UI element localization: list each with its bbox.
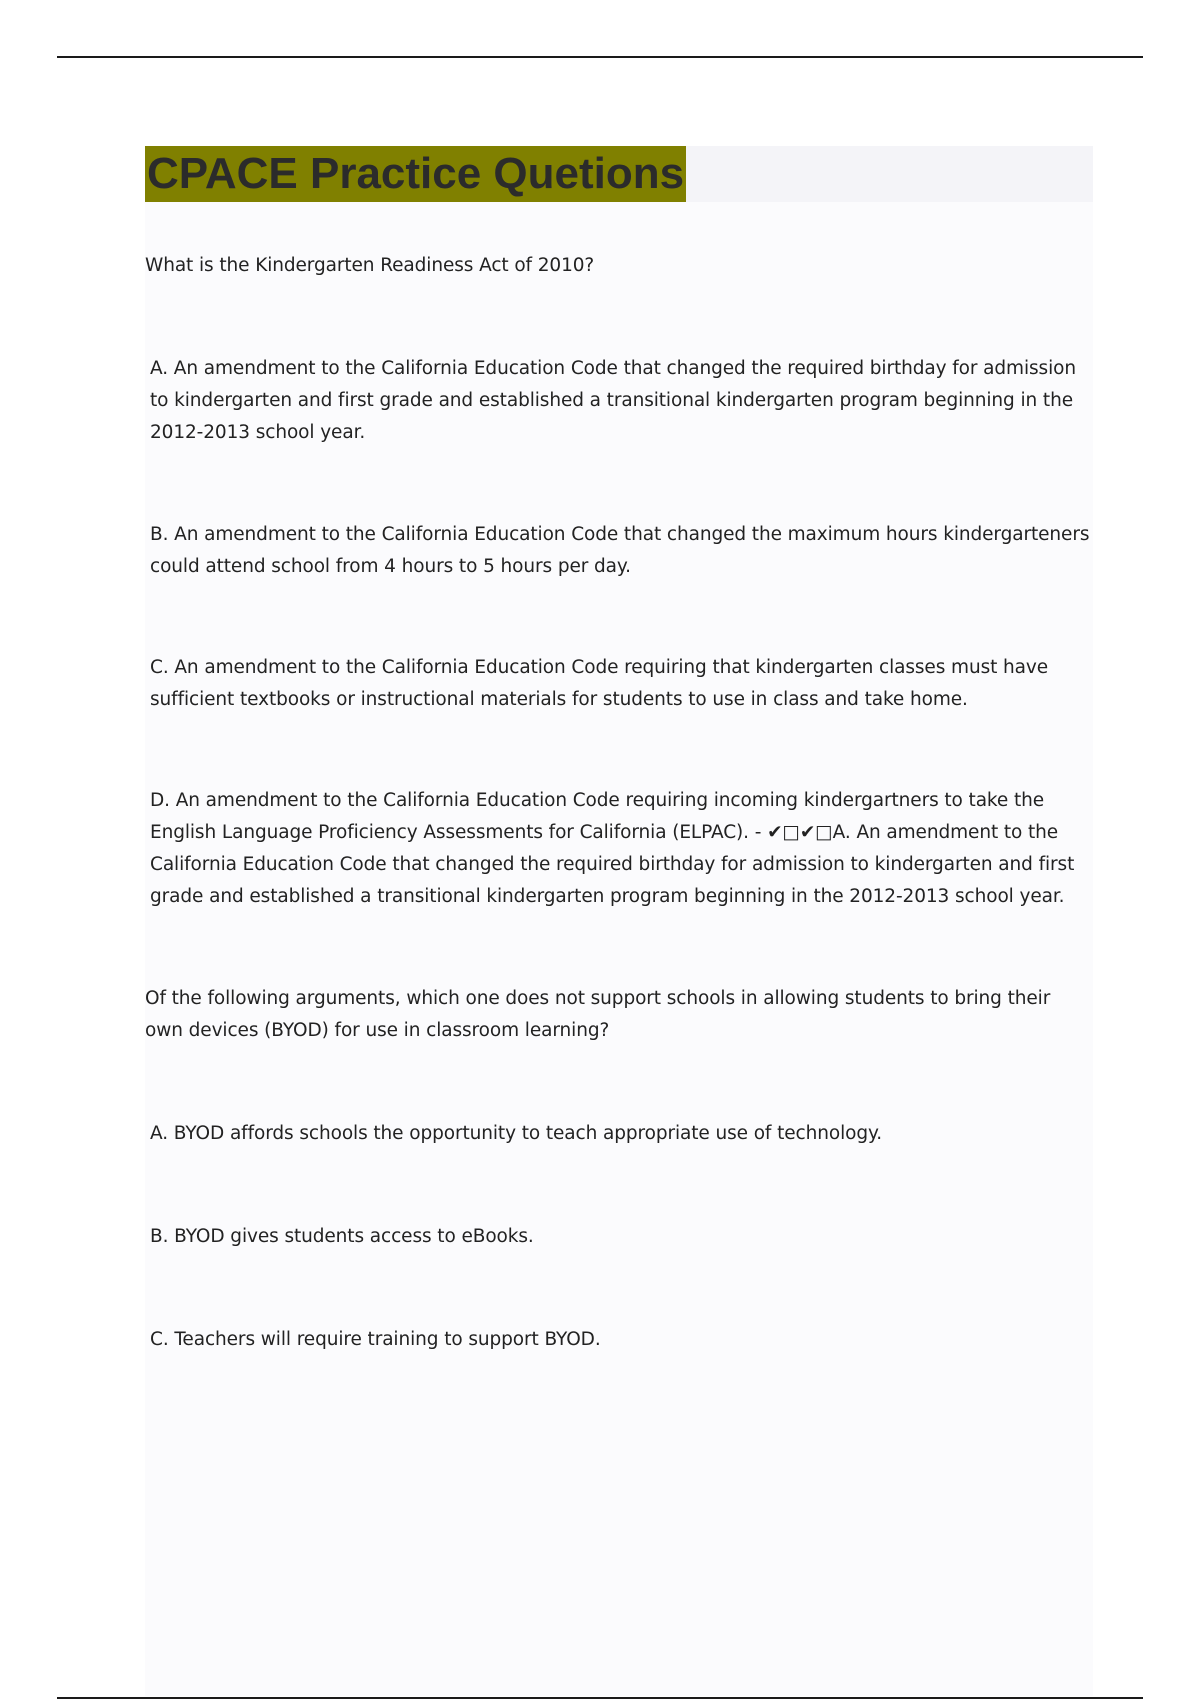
question-1-option-d-with-answer: D. An amendment to the California Education Code requiring incoming kindergartners to take the English Language Proficiency Assessments for California (ELPAC). - ✔□✔□A. An amendment to the California Education Code that changed the required birthday for admission to kindergarten and first grade and established a transitional kindergarten program beginning in the 2012-2013 school year. — [150, 790, 1075, 907]
question-1-option-b: B. An amendment to the California Education Code that changed the maximum hours kindergarteners could attend school from 4 hours to 5 hours per day. — [150, 524, 1090, 577]
question-1-option-c: C. An amendment to the California Education Code requiring that kindergarten classes must have sufficient textbooks or instructional materials for students to use in class and take home. — [150, 657, 1049, 710]
question-1-option-a: A. An amendment to the California Education Code that changed the required birthday for admission to kindergarten and first grade and established a transitional kindergarten program beginning in the 2012-2013 school year. — [150, 358, 1076, 443]
footer-rule — [57, 1697, 1143, 1699]
question-2-option-a: A. BYOD affords schools the opportunity to teach appropriate use of technology. — [150, 1123, 882, 1144]
document-title: CPACE Practice Quetions — [145, 146, 686, 202]
question-2-option-b: B. BYOD gives students access to eBooks. — [150, 1226, 534, 1247]
header-rule — [57, 56, 1143, 58]
question-2-prompt: Of the following arguments, which one does not support schools in allowing students to bring their own devices (BYOD) for use in classroom learning? — [145, 988, 1051, 1041]
question-1-prompt: What is the Kindergarten Readiness Act of 2010? — [145, 255, 595, 276]
question-2-option-c: C. Teachers will require training to support BYOD. — [150, 1329, 601, 1350]
